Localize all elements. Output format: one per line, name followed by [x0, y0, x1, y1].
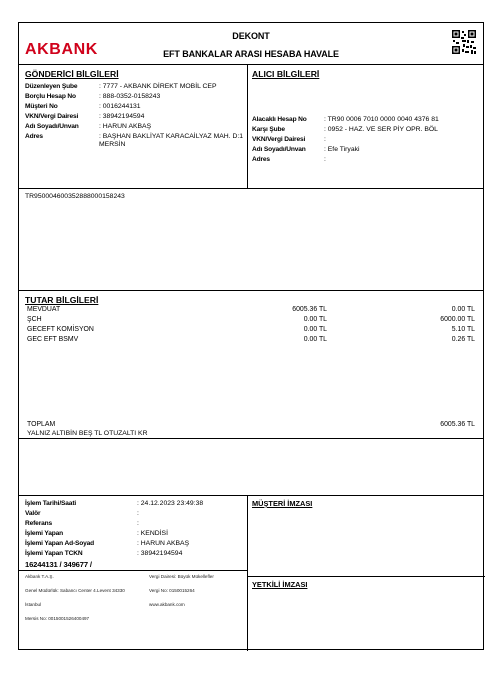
reference-line: TR950004600352888000158243 [25, 193, 125, 200]
tx-label: İşlem Tarihi/Saati [25, 500, 77, 507]
receiver-label: VKN/Vergi Dairesi [252, 136, 306, 143]
amount-row: GEC EFT BSMV 0.00 TL 0.26 TL [27, 336, 475, 343]
sender-label: Borçlu Hesap No [25, 93, 76, 100]
sender-label: Adı Soyadı/Unvan [25, 123, 79, 130]
receiver-value: : 0952 - HAZ. VE SER PİY OPR. BÖL [324, 126, 438, 133]
tx-value: : 24.12.2023 23:49:38 [137, 500, 204, 507]
party-section [19, 65, 483, 189]
tx-value: : [137, 510, 139, 517]
tx-label: Referans [25, 520, 53, 527]
footer-text: İstanbul [25, 602, 42, 607]
tx-label: Valör [25, 510, 41, 517]
sender-label: VKN/Vergi Dairesi [25, 113, 79, 120]
transaction-section [19, 496, 483, 651]
sender-address: : BAŞHAN BAKLİYAT KARACAİLYAZ MAH. D:1 MERSİN [99, 133, 244, 149]
doc-subtitle: EFT BANKALAR ARASI HESABA HAVALE [163, 49, 339, 59]
footer-text: Akbank T.A.Ş. [25, 574, 54, 579]
tx-ref-number: 16244131 / 349677 / [25, 560, 92, 569]
doc-title: DEKONT [232, 31, 270, 41]
footer-text: Mersis No: 0015001526400497 [25, 616, 90, 621]
total-row: TOPLAM 6005.36 TL [27, 421, 475, 428]
sender-value: : 888-0352-0158243 [99, 93, 161, 100]
amounts-title: TUTAR BİLGİLERİ [25, 295, 99, 305]
tx-label: İşlemi Yapan Ad-Soyad [25, 540, 95, 547]
tx-label: İşlemi Yapan [25, 530, 64, 537]
party-divider [247, 65, 248, 188]
footer-text: www.akbank.com [149, 602, 185, 607]
receiver-label: Alacaklı Hesap No [252, 116, 307, 123]
authorized-signature-title: YETKİLİ İMZASI [252, 580, 308, 589]
amount-row: ŞCH 0.00 TL 6000.00 TL [27, 316, 475, 323]
tx-value: : HARUN AKBAŞ [137, 540, 190, 547]
reference-section [19, 189, 483, 291]
receiver-value: : TR90 0006 7010 0000 0040 4376 81 [324, 116, 439, 123]
receipt-page [18, 22, 484, 650]
receiver-value: : Efe Tiryaki [324, 146, 360, 153]
tx-value: : 38942194594 [137, 550, 183, 557]
footer-text: Vergi Dairesi: Büyük Mükellefler [149, 574, 214, 579]
sender-label: Adres [25, 133, 43, 140]
receiver-value: : [324, 156, 326, 163]
receiver-label: Karşı Şube [252, 126, 285, 133]
footer-text: Genel Müdürlük: Sabancı Center 4.Levent 34330 [25, 588, 125, 593]
tx-label: İşlemi Yapan TCKN [25, 550, 83, 557]
signature-split [247, 576, 485, 577]
receiver-title: ALICI BİLGİLERİ [252, 69, 320, 79]
amount-row: MEVDUAT 6005.36 TL 0.00 TL [27, 306, 475, 313]
footer-divider [19, 570, 247, 571]
sender-value: : 38942194594 [99, 113, 145, 120]
sender-value: : 0016244131 [99, 103, 141, 110]
sender-label: Müşteri No [25, 103, 58, 110]
receiver-label: Adı Soyadı/Unvan [252, 146, 306, 153]
header [19, 23, 483, 65]
sender-title: GÖNDERİCİ BİLGİLERİ [25, 69, 119, 79]
receiver-label: Adres [252, 156, 270, 163]
qr-code-icon [451, 29, 477, 55]
tx-value: : [137, 520, 139, 527]
signature-divider [247, 496, 248, 651]
sender-label: Düzenleyen Şube [25, 83, 78, 90]
sender-value: : 7777 - AKBANK DİREKT MOBİL CEP [99, 83, 217, 90]
akbank-logo: AKBANK [25, 41, 98, 58]
receiver-value: : [324, 136, 326, 143]
sender-value: : HARUN AKBAŞ [99, 123, 152, 130]
footer-text: Vergi No: 0150015264 [149, 588, 195, 593]
amount-row: GECEFT KOMİSYON 0.00 TL 5.10 TL [27, 326, 475, 333]
amounts-section [19, 291, 483, 439]
amount-in-words: YALNIZ ALTIBİN BEŞ TL OTUZALTI KR [27, 430, 148, 437]
tx-value: : KENDİSİ [137, 530, 168, 537]
spacer-section [19, 439, 483, 496]
customer-signature-title: MÜŞTERİ İMZASI [252, 499, 313, 508]
